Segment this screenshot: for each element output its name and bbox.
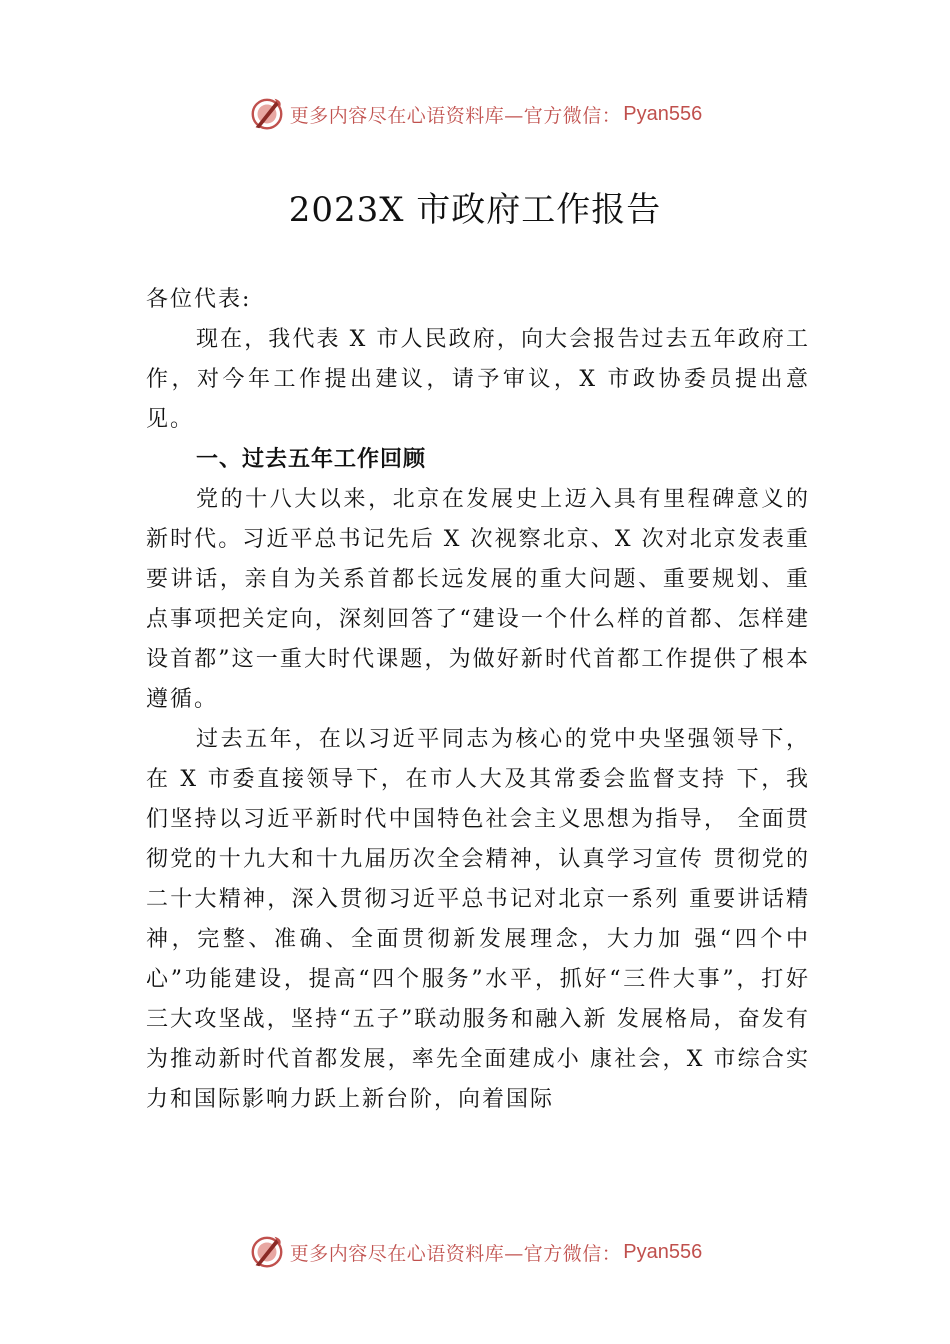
paragraph-intro: 现在，我代表 X 市人民政府，向大会报告过去五年政府工作，对今年工作提出建议，请予审议，X 市政协委员提出意见。: [146, 327, 810, 432]
watermark-text: 更多内容尽在心语资料库—官方微信：: [289, 1242, 622, 1265]
salutation: 各位代表:: [146, 287, 252, 312]
watermark-wechat-id: Pyan556: [623, 102, 703, 125]
document-body: [146, 280, 810, 1120]
paragraph-history: 党的十八大以来，北京在发展史上迈入具有里程碑意义的新时代。习近平总书记先后 X 次视察北京、X 次对北京发表重要讲话，亲自为关系首都长远发展的重大问题、重要规划、重点事项把关定向，深刻回答了“建设一个什么样的首都、怎样建设首都”这一重大时代课题，为做好新时代首都工作提供了根本遵循。: [146, 487, 810, 712]
quill-pen-seal-icon: [248, 95, 286, 133]
section-heading: 一、过去五年工作回顾: [196, 447, 427, 472]
watermark-footer: [0, 1230, 950, 1274]
quill-pen-seal-icon: [248, 1233, 286, 1271]
document-title: 2023X 市政府工作报告: [288, 190, 662, 230]
watermark-wechat-id: Pyan556: [623, 1240, 703, 1263]
watermark-header: [0, 92, 950, 136]
paragraph-review: 过去五年，在以习近平同志为核心的党中央坚强领导下，在 X 市委直接领导下，在市人大及其常委会监督支持 下，我们坚持以习近平新时代中国特色社会主义思想为指导， 全面贯彻党的十九大和十九届历次全会精神，认真学习宣传 贯彻党的二十大精神，深入贯彻习近平总书记对北京一系列 重要讲话精神，完整、准确、全面贯彻新发展理念，大力加 强“四个中心”功能建设，提高“四个服务”水平，抓好“三件大事”，打好三大攻坚战，坚持“五子”联动服务和融入新 发展格局，奋发有为推动新时代首都发展，率先全面建成小 康社会，X 市综合实力和国际影响力跃上新台阶，向着国际: [146, 727, 810, 1112]
watermark-text: 更多内容尽在心语资料库—官方微信：: [289, 104, 622, 127]
